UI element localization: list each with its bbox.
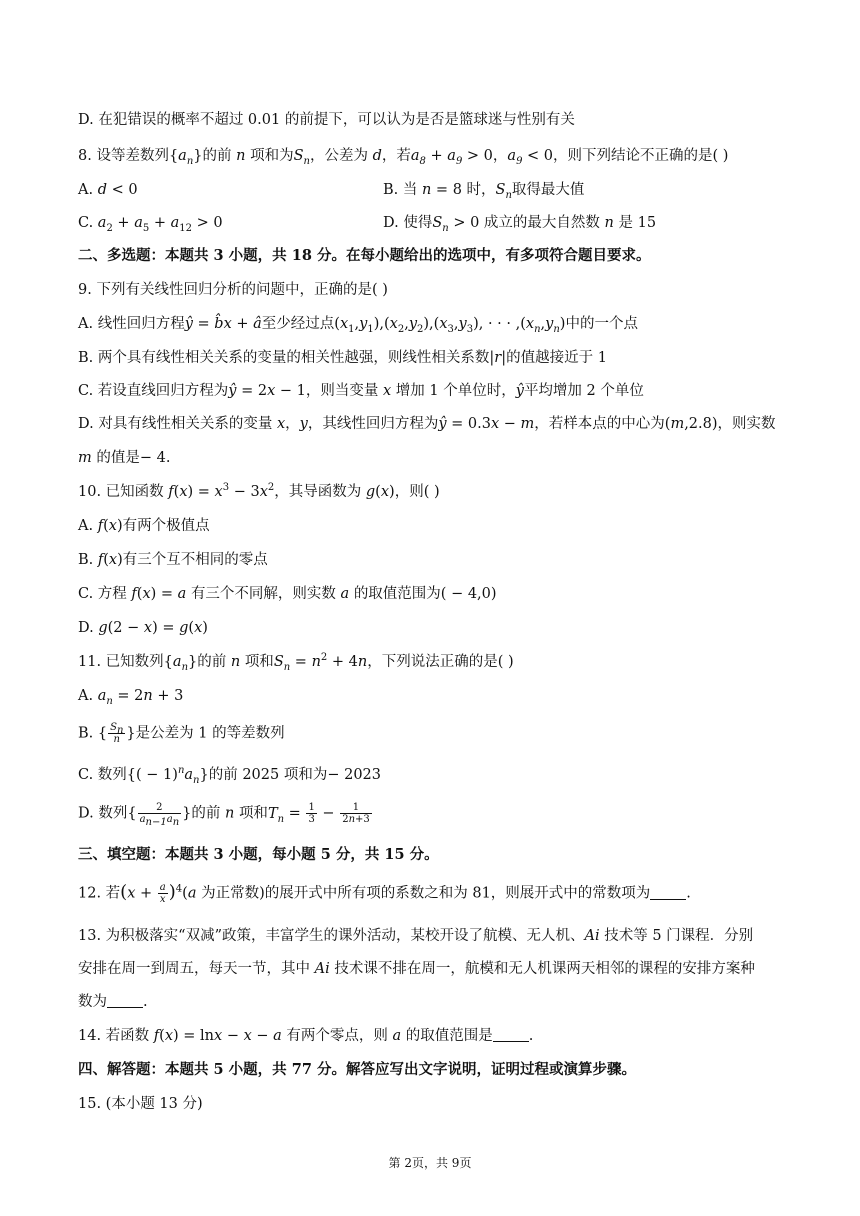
q9-option-b: B. 两个具有线性相关关系的变量的相关性越强，则线性相关系数|r|的值越接近于 1: [78, 350, 607, 366]
q12: 12. 若(x + $\frac{a}{x}$ )$^4$(a 为正常数)的展开式中所有项的系数之和为 81，则展开式中的常数项为 .: [78, 881, 691, 905]
q13-line-2: 安排在周一到周五，每天一节，其中 Ai 技术课不排在周一，航模和无人机课两天相邻的课程的安排方案种: [78, 961, 755, 977]
section-4-heading: 四、解答题：本题共 5 小题，共 77 分。解答应写出文字说明，证明过程或演算步骤。: [78, 1061, 636, 1078]
q10-option-d: D. g(2 − x) = g(x): [78, 620, 208, 636]
q10-option-b: B. f(x)有三个互不相同的零点: [78, 552, 268, 568]
q10-option-a: A. f(x)有两个极值点: [78, 518, 210, 534]
q14-answer-blank[interactable]: [493, 1027, 529, 1042]
q8-option-a: A. d < 0: [78, 182, 138, 198]
section-3-heading: 三、填空题：本题共 3 小题，每小题 5 分，共 15 分。: [78, 846, 439, 863]
q8-option-b: B. 当 n = 8 时，$S_n$取得最大值: [383, 182, 585, 201]
q10-stem: 10. 已知函数 $f(x) = x^3 - 3x^2$，其导函数为 g(x)，则( ): [78, 482, 440, 500]
q13-answer-blank[interactable]: [107, 993, 143, 1008]
q9-option-a: A. 线性回归方程ŷ = b̂x + â至少经过点$(x_1,y_1),(x_2,y_2),(x_3,y_3)$, · · · $,(x_n,y_n)$中的一个点: [78, 316, 638, 335]
q9-stem: 9. 下列有关线性回归分析的问题中，正确的是( ): [78, 282, 388, 298]
q11-option-a: A. $a_n = 2n + 3$: [78, 688, 184, 707]
q9-option-d: D. 对具有线性相关关系的变量 x，y，其线性回归方程为ŷ = 0.3x − m，若样本点的中心为(m,2.8)，则实数: [78, 416, 776, 432]
q14: 14. 若函数 f(x) = lnx − x − a 有两个零点，则 a 的取值范围是 .: [78, 1028, 534, 1044]
q10-option-c: C. 方程 f(x) = a 有三个不同解，则实数 a 的取值范围为( − 4,0): [78, 586, 497, 602]
q7-option-d: D. 在犯错误的概率不超过 0.01 的前提下，可以认为是否是篮球迷与性别有关: [78, 112, 575, 128]
q9-option-c: C. 若设直线回归方程为ŷ = 2x − 1，则当变量 x 增加 1 个单位时，ŷ平均增加 2 个单位: [78, 383, 644, 399]
q15-heading: 15. (本小题 13 分): [78, 1096, 203, 1112]
q11-option-c: C. 数列{( − $1)^na_n$}的前 2025 项和为− 2023: [78, 765, 382, 786]
q13-line-3: 数为 .: [78, 994, 148, 1010]
page-footer: 第 2页，共 9页: [388, 1156, 472, 1170]
q11-stem: 11. 已知数列$\{a_n\}$的前 n 项和$S_n = n^2 + 4n$，下列说法正确的是( ): [78, 652, 514, 673]
q8-option-c: C. $a_2 + a_5 + a_{12} > 0$: [78, 215, 223, 234]
q11-option-b: B. { $\frac{S_n}{n}$ }是公差为 1 的等差数列: [78, 722, 285, 745]
q8-option-d: D. 使得$S_n > 0$ 成立的最大自然数 n 是 15: [383, 215, 657, 234]
q8-stem: 8. 设等差数列$\{a_n\}$的前 n 项和为$S_n$，公差为 d，若$a_8 + a_9 > 0$，$a_9 < 0$，则下列结论不正确的是( ): [78, 148, 729, 167]
section-2-heading: 二、多选题：本题共 3 小题，共 18 分。在每小题给出的选项中，有多项符合题目要求。: [78, 247, 651, 264]
q11-option-d: D. 数列{ $\frac{2}{a_{n-1}a_n}$ }的前 n 项和$T_n$ = $\frac{1}{3}$ − $\frac{1}{2n+3}$: [78, 802, 370, 828]
q12-answer-blank[interactable]: [650, 885, 686, 900]
q9-option-d-cont: m 的值是− 4.: [78, 450, 171, 466]
q13-line-1: 13. 为积极落实“双减”政策，丰富学生的课外活动，某校开设了航模、无人机、Ai 技术等 5 门课程．分别: [78, 928, 754, 944]
